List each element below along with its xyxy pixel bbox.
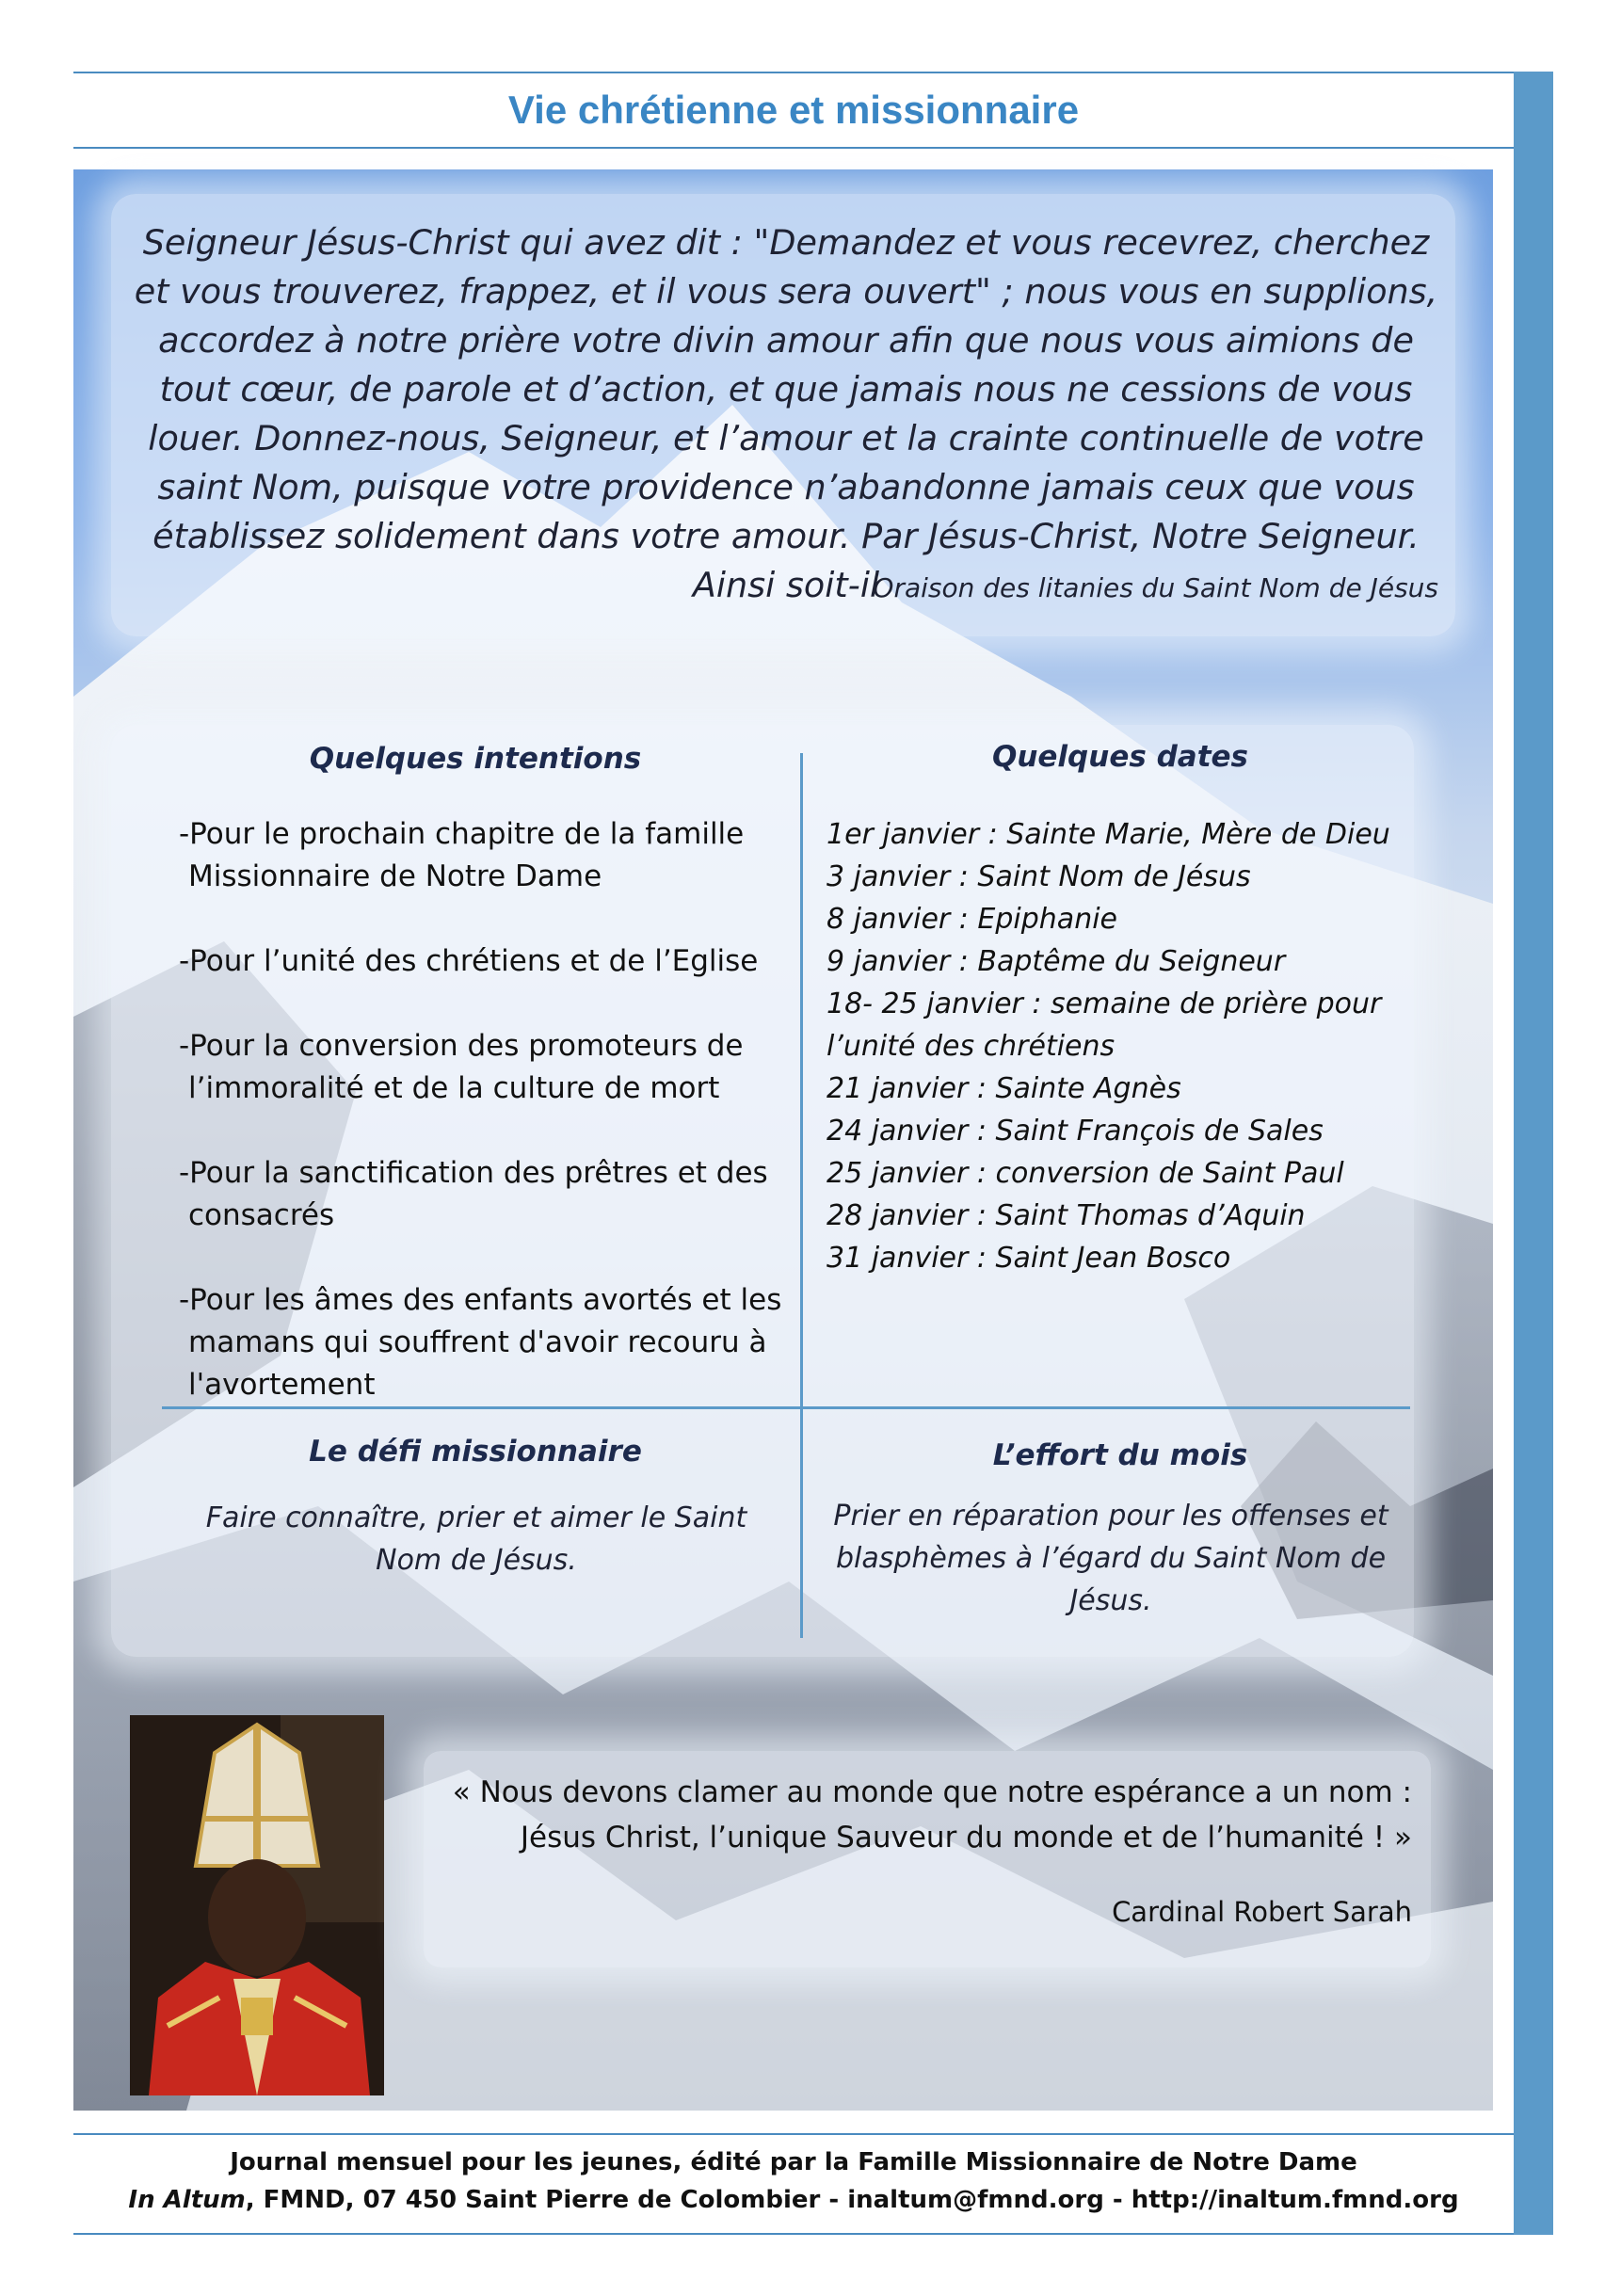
intention-item: -Pour le prochain chapitre de la famille Missionnaire de Notre Dame — [179, 817, 745, 893]
header-top-rule — [73, 72, 1514, 73]
effort-text: Prier en réparation pour les offenses et blasphèmes à l’égard du Saint Nom de Jésus. — [833, 1500, 1388, 1617]
quote-line-1: « Nous devons clamer au monde que notre espérance a un nom : — [452, 1775, 1412, 1809]
date-item: 31 janvier : Saint Jean Bosco — [827, 1242, 1231, 1275]
footer-line-2 — [73, 2186, 1514, 2214]
right-accent-bar — [1514, 72, 1553, 2235]
cardinal-portrait-photo — [130, 1715, 384, 2095]
quote-text — [433, 1770, 1412, 1860]
defi-title: Le défi missionnaire — [309, 1435, 642, 1469]
footer-bottom-rule — [73, 2233, 1514, 2235]
quote-line-2: Jésus Christ, l’unique Sauveur du monde et de l’humanité ! » — [520, 1821, 1412, 1854]
intention-item: -Pour les âmes des enfants avortés et les mamans qui souffrent d'avoir recouru à l'avortement — [179, 1283, 782, 1402]
footer-line-1: Journal mensuel pour les jeunes, édité par la Famille Missionnaire de Notre Dame — [230, 2148, 1357, 2176]
date-item: 25 janvier : conversion de Saint Paul — [827, 1157, 1344, 1190]
footer-journal-name: In Altum — [128, 2186, 246, 2214]
dates-list — [827, 813, 1410, 1279]
intentions-title: Quelques intentions — [309, 742, 642, 776]
date-item: 24 janvier : Saint François de Sales — [827, 1115, 1324, 1148]
date-item: 1er janvier : Sainte Marie, Mère de Dieu — [827, 818, 1390, 851]
header-bottom-rule — [73, 147, 1514, 149]
page-title: Vie chrétienne et missionnaire — [507, 88, 1080, 132]
intention-item: -Pour la sanctification des prêtres et des consacrés — [179, 1156, 768, 1232]
quote-author: Cardinal Robert Sarah — [1112, 1896, 1412, 1928]
defi-text: Faire connaître, prier et aimer le Saint Nom de Jésus. — [205, 1501, 747, 1577]
footer-top-rule — [73, 2133, 1514, 2135]
prayer-text: Seigneur Jésus-Christ qui avez dit : "Demandez et vous recevrez, cherchez et vous trouverez, frappez, et il vous sera ouvert" ; nous vous en supplions, accordez à notre prière votre divin amour afin que nous vous aimions de tout cœur, de parole et d’action, et que jamais nous ne cessions de vous louer. Donnez-nous, Seigneur, et l’amour et la crainte continuelle de votre saint Nom, puisque votre providence n’abandonne jamais ceux que vous établissez solidement dans votre amour. Par Jésus-Christ, Notre Seigneur. Ainsi soit-il — [134, 222, 1438, 605]
effort-title: L’effort du mois — [992, 1438, 1248, 1472]
date-item: 18- 25 janvier : semaine de prière pour l’unité des chrétiens — [827, 987, 1382, 1063]
prayer-source: Oraison des litanies du Saint Nom de Jésus — [873, 572, 1438, 603]
dates-title: Quelques dates — [991, 740, 1248, 774]
intention-item: -Pour la conversion des promoteurs de l’immoralité et de la culture de mort — [179, 1029, 744, 1105]
date-item: 21 janvier : Sainte Agnès — [827, 1072, 1181, 1105]
date-item: 3 janvier : Saint Nom de Jésus — [827, 860, 1251, 893]
footer-contact: , FMND, 07 450 Saint Pierre de Colombier - inaltum@fmnd.org - http://inaltum.fmnd.org — [245, 2186, 1459, 2214]
grid-vertical-divider — [800, 753, 803, 1638]
date-item: 8 janvier : Epiphanie — [827, 903, 1117, 936]
date-item: 28 janvier : Saint Thomas d’Aquin — [827, 1199, 1306, 1232]
intentions-list — [179, 813, 800, 1449]
intention-item: -Pour l’unité des chrétiens et de l’Eglise — [179, 944, 759, 978]
date-item: 9 janvier : Baptême du Seigneur — [827, 945, 1286, 978]
